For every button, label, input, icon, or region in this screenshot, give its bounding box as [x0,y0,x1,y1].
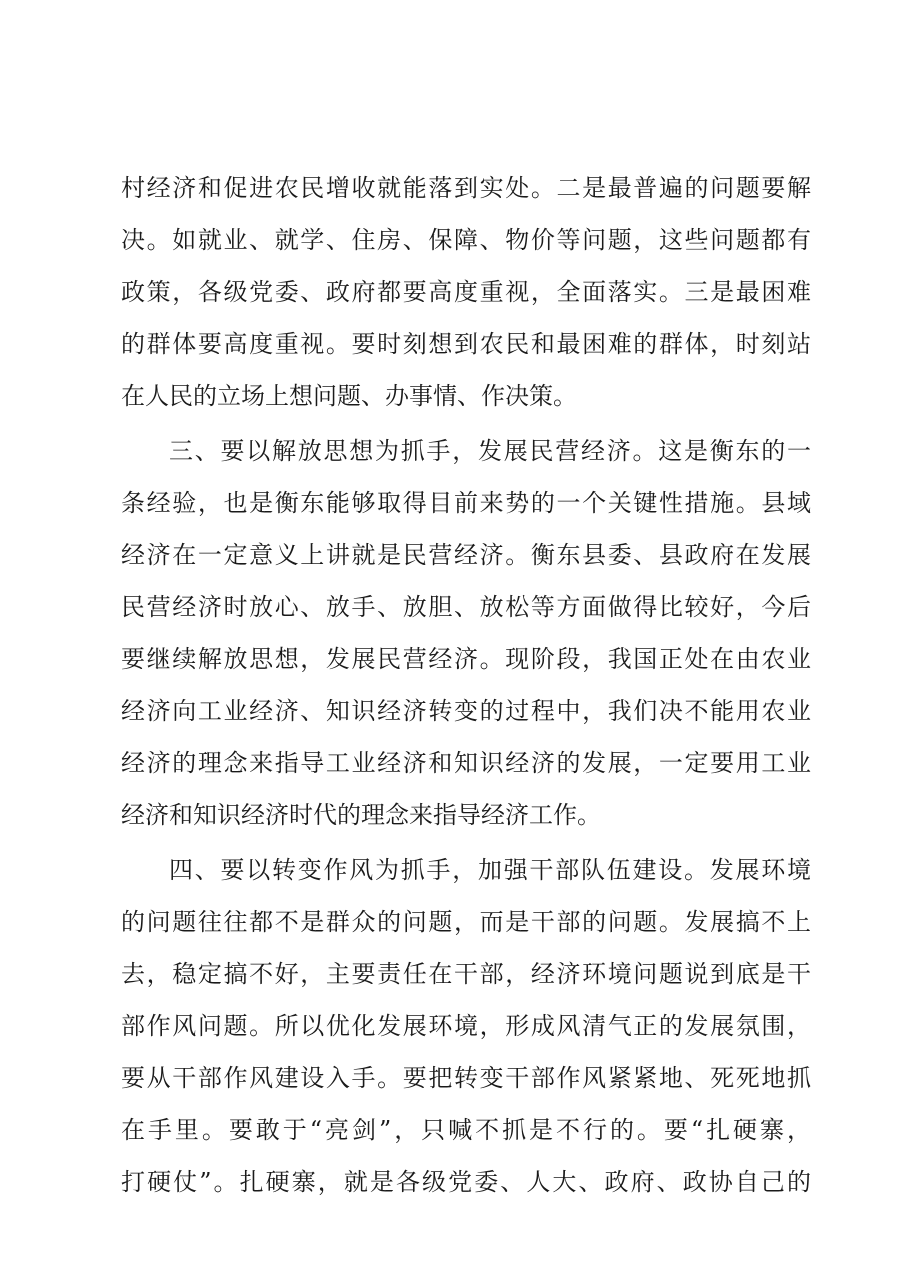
text-line: 去，稳定搞不好，主要责任在干部，经济环境问题说到底是干 [121,960,811,988]
text-line: 在手里。要敢于“亮剑”，只喊不抓是不行的。要“扎硬寨， [121,1116,811,1144]
paragraph-2 [121,425,811,841]
paragraph-1 [121,162,811,422]
text-line: 经济在一定意义上讲就是民营经济。衡东县委、县政府在发展 [121,541,811,569]
text-line: 经济和知识经济时代的理念来指导经济工作。 [121,801,601,829]
text-line: 在人民的立场上想问题、办事情、作决策。 [121,382,577,410]
text-line: 经济的理念来指导工业经济和知识经济的发展，一定要用工业 [121,749,811,777]
text-line: 要继续解放思想，发展民营经济。现阶段，我国正处在由农业 [121,645,811,673]
text-line: 的问题往往都不是群众的问题，而是干部的问题。发展搞不上 [121,908,811,936]
text-line: 的群体要高度重视。要时刻想到农民和最困难的群体，时刻站 [121,330,811,358]
text-line: 四、要以转变作风为抓手，加强干部队伍建设。发展环境 [169,856,811,884]
text-line: 部作风问题。所以优化发展环境，形成风清气正的发展氛围， [121,1012,811,1040]
text-line: 经济向工业经济、知识经济转变的过程中，我们决不能用农业 [121,697,811,725]
text-line: 条经验，也是衡东能够取得目前来势的一个关键性措施。县域 [121,489,811,517]
text-line: 打硬仗”。扎硬寨，就是各级党委、人大、政府、政协自己的 [121,1168,811,1196]
text-line: 民营经济时放心、放手、放胆、放松等方面做得比较好，今后 [121,593,811,621]
text-line: 要从干部作风建设入手。要把转变干部作风紧紧地、死死地抓 [121,1064,811,1092]
text-line: 政策，各级党委、政府都要高度重视，全面落实。三是最困难 [121,278,811,306]
text-line: 决。如就业、就学、住房、保障、物价等问题，这些问题都有 [121,226,811,254]
text-line: 村经济和促进农民增收就能落到实处。二是最普遍的问题要解 [121,174,811,202]
document-body [121,162,811,1208]
text-line: 三、要以解放思想为抓手，发展民营经济。这是衡东的一 [169,437,811,465]
paragraph-3 [121,844,811,1208]
